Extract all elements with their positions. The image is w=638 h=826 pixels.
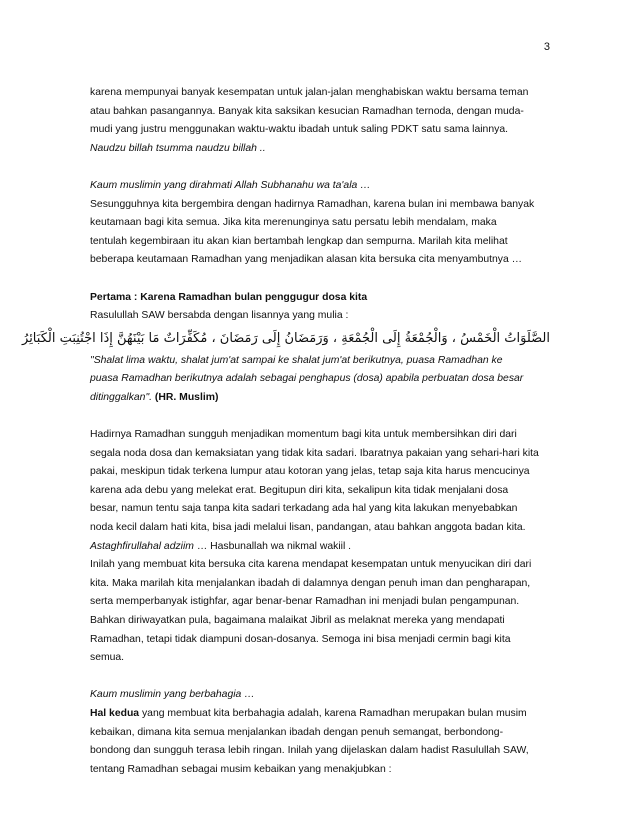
text-line: serta memperbanyak istighfar, agar benar-benar Ramadhan ini menjadi bulan pengampunan. — [90, 596, 520, 608]
address-line: Kaum muslimin yang dirahmati Allah Subhanahu wa ta'ala … — [90, 179, 371, 191]
translation-line: "Shalat lima waktu, shalat jum'at sampai ke shalat jum'at berikutnya, puasa Ramadhan ke — [90, 354, 503, 366]
section-pertama — [22, 289, 550, 408]
text-line: tentang Ramadhan sebagai musim kebaikan yang menakjubkan : — [90, 763, 392, 775]
text-line — [90, 538, 550, 557]
text-line: bondong dan sungguh terasa lebih ringan. Inilah yang dijelaskan dalam hadist Rasulullah SAW, — [90, 745, 529, 757]
address-line: Kaum muslimin yang berbahagia … — [90, 689, 255, 701]
text-line: segala noda dosa dan kemaksiatan yang tidak kita sadari. Ibaratnya pakaian yang sehari-hari kita — [90, 447, 539, 459]
text-line: Ramadhan, tetapi tidak diampuni dosan-dosanya. Semoga ini bisa menjadi cermin bagi kita — [90, 633, 511, 645]
text-line: keutamaan bagi kita semua. Jika kita merenunginya satu persatu lebih mendalam, maka — [90, 217, 497, 229]
istighfar-phrase: Astaghfirullahal adziim — [90, 540, 194, 552]
arabic-hadith: الصَّلَوَاتُ الْخَمْسُ ، وَالْجُمْعَةُ إِلَى الْجُمْعَةِ ، وَرَمَضَانُ إِلَى رَمَضَانَ ، مُكَفِّرَاتٌ مَا بَيْنَهُنَّ إِذَا اجْتُنِبَتِ الْكَبَائِرُ — [22, 330, 550, 346]
text-span: yang membuat kita berbahagia adalah, karena Ramadhan merupakan bulan musim — [139, 708, 527, 719]
text-line: tentulah kegembiraan itu akan kian bertambah lengkap dan sempurna. Marilah kita melihat — [90, 235, 508, 247]
text-line: atau bahkan pasangannya. Banyak kita saksikan kesucian Ramadhan ternoda, dengan muda- — [90, 105, 524, 117]
page-number: 3 — [543, 41, 550, 53]
translation-line: puasa Ramadhan berikutnya adalah sebagai penghapus (dosa) apabila perbuatan dosa besar — [90, 373, 524, 385]
text-line: Hadirnya Ramadhan sungguh menjadikan momentum bagi kita untuk membersihkan diri dari — [90, 429, 517, 441]
text-line: noda kecil dalam hati kita, bisa jadi melalui lisan, pandangan, atau bahkan anggota badan kita. — [90, 522, 526, 534]
lead-bold: Hal kedua — [90, 708, 140, 719]
text-line: pakai, meskipun tidak terkena lumpur atau kotoran yang jelas, tetap saja kita harus mencucinya — [90, 466, 530, 478]
text-line: Sesungguhnya kita bergembira dengan hadirnya Ramadhan, karena bulan ini membawa banyak — [90, 198, 535, 210]
translation-last-line — [90, 389, 550, 408]
text-line: Inilah yang membuat kita bersuka cita karena mendapat kesempatan untuk menyucikan diri dari — [90, 559, 532, 571]
paragraph-hal-kedua — [90, 686, 550, 779]
text-span: … Hasbunallah wa nikmal wakiil . — [193, 540, 352, 552]
text-line: Rasulullah SAW bersabda dengan lisannya yang mulia : — [90, 310, 349, 322]
translation-end: ditinggalkan". — [90, 391, 153, 403]
text-line: semua. — [90, 652, 125, 664]
text-line: beberapa keutamaan Ramadhan yang menjadikan alasan kita bersuka cita menyambutnya … — [90, 254, 523, 266]
text-line: karena ada debu yang melekat erat. Begitupun diri kita, sekalipun kita tidak menjalani dosa — [90, 484, 509, 496]
text-line: Bahkan diriwayatkan pula, bagaimana malaikat Jibril as melaknat mereka yang mendapati — [90, 615, 505, 627]
section-heading: Pertama : Karena Ramadhan bulan penggugur dosa kita — [90, 291, 368, 303]
text-line — [90, 705, 550, 724]
paragraph-keutamaan — [90, 177, 550, 270]
text-line: besar, namun tentu saja tanpa kita sadari terkadang ada hal yang kita lakukan menyebabkan — [90, 503, 518, 515]
hadith-source: (HR. Muslim) — [152, 391, 219, 403]
text-line: kebaikan, dimana kita semua menjalankan ibadah dengan penuh semangat, berbondong- — [90, 726, 504, 738]
text-line: mudi yang justru menggunakan waktu-waktu ibadah untuk saling PDKT satu sama lainnya. — [90, 124, 508, 136]
text-line: karena mempunyai banyak kesempatan untuk jalan-jalan menghabiskan waktu bersama teman — [90, 87, 529, 98]
paragraph-momentum — [90, 426, 550, 668]
italic-line: Naudzu billah tsumma naudzu billah .. — [90, 142, 266, 154]
paragraph-intro — [90, 84, 550, 158]
text-line: kita. Maka marilah kita menjalankan ibadah di dalamnya dengan penuh iman dan pengharapan, — [90, 577, 531, 589]
